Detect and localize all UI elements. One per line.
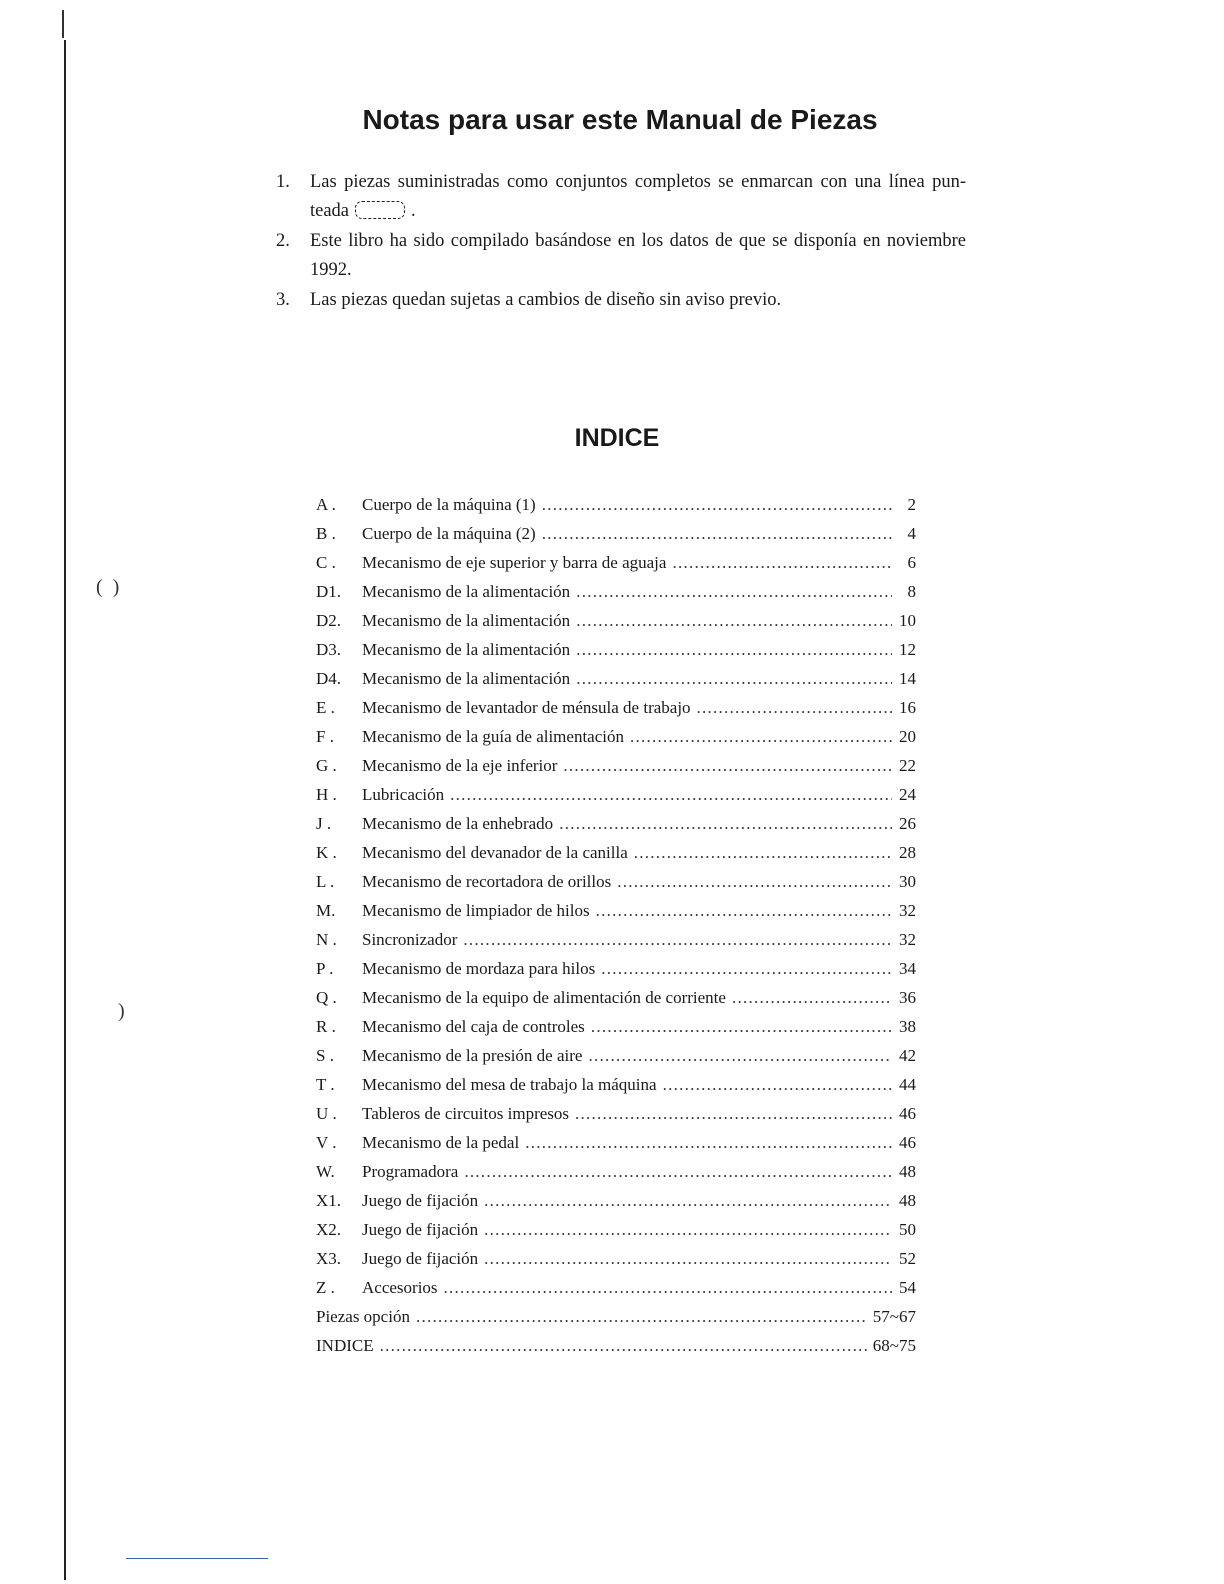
toc-leader-dots	[525, 1133, 892, 1153]
toc-entry	[316, 1249, 916, 1278]
toc-entry	[316, 1278, 916, 1307]
toc-title: Programadora	[362, 1162, 459, 1181]
toc-leader-dots	[575, 1104, 892, 1124]
toc-title: Mecanismo de la eje inferior	[362, 756, 558, 775]
toc-title: Mecanismo del caja de controles	[362, 1017, 585, 1036]
toc-page-number: 44	[899, 1075, 916, 1094]
toc-title: Juego de fijación	[362, 1220, 479, 1239]
toc-entry	[316, 901, 916, 930]
dashed-frame-icon	[355, 201, 405, 219]
toc-leader-dots	[463, 930, 892, 950]
toc-code: F .	[316, 727, 334, 746]
toc-leader-dots	[542, 524, 892, 544]
toc-page-number: 52	[899, 1249, 916, 1268]
toc-title: Mecanismo de la presión de aire	[362, 1046, 583, 1065]
toc-page-number: 34	[899, 959, 916, 978]
toc-page-number: 2	[907, 495, 916, 514]
toc-title: Mecanismo de la pedal	[362, 1133, 520, 1152]
toc-leader-dots	[672, 553, 892, 573]
toc-entry	[316, 1017, 916, 1046]
toc-leader-dots	[576, 611, 892, 631]
index-heading: INDICE	[574, 424, 660, 452]
toc-code: B .	[316, 524, 336, 543]
toc-page-number: 46	[899, 1133, 916, 1152]
toc-code: S .	[316, 1046, 334, 1065]
toc-entry	[316, 959, 916, 988]
toc-code: L .	[316, 872, 335, 891]
toc-page-number: 38	[899, 1017, 916, 1036]
toc-leader-dots	[484, 1249, 892, 1269]
toc-leader-dots	[634, 843, 892, 863]
notes-list	[276, 168, 966, 316]
toc-title: Mecanismo de limpiador de hilos	[362, 901, 590, 920]
toc-code: T .	[316, 1075, 335, 1094]
toc-code: D2.	[316, 611, 342, 630]
toc-page-number: 10	[899, 611, 916, 630]
toc-leader-dots	[617, 872, 892, 892]
toc-entry	[316, 640, 916, 669]
toc-page-number: 48	[899, 1162, 916, 1181]
toc-entry	[316, 1104, 916, 1133]
toc-code: E .	[316, 698, 335, 717]
toc-title: Mecanismo de la enhebrado	[362, 814, 554, 833]
toc-page-number: 32	[899, 930, 916, 949]
toc-leader-dots	[591, 1017, 892, 1037]
toc-leader-dots	[630, 727, 892, 747]
toc-page-number: 28	[899, 843, 916, 862]
toc-title: Mecanismo del devanador de la canilla	[362, 843, 628, 862]
toc-leader-dots	[380, 1336, 867, 1356]
toc-code: C .	[316, 553, 336, 572]
toc-page-number: 54	[899, 1278, 916, 1297]
toc-entry	[316, 1162, 916, 1191]
toc-title: Cuerpo de la máquina (1)	[362, 495, 536, 514]
toc-entry	[316, 814, 916, 843]
toc-title: Juego de fijación	[362, 1191, 479, 1210]
toc-leader-dots	[464, 1162, 892, 1182]
toc-page-number: 20	[899, 727, 916, 746]
toc-page-number: 48	[899, 1191, 916, 1210]
note-number: 2.	[276, 231, 290, 251]
toc-entry	[316, 872, 916, 901]
toc-leader-dots	[484, 1191, 892, 1211]
toc-title: Mecanismo de recortadora de orillos	[362, 872, 612, 891]
toc-leader-dots	[588, 1046, 892, 1066]
binding-hole-mark: ( )	[96, 576, 120, 598]
note-item	[276, 286, 966, 315]
toc-page-number: 22	[899, 756, 916, 775]
toc-entry	[316, 756, 916, 785]
toc-entry	[316, 553, 916, 582]
page-title: Notas para usar este Manual de Piezas	[362, 104, 878, 135]
toc-title: Mecanismo de la alimentación	[362, 582, 571, 601]
toc-page-number: 6	[907, 553, 916, 572]
toc-page-number: 4	[907, 524, 916, 543]
toc-page-number: 36	[899, 988, 916, 1007]
toc-entry	[316, 582, 916, 611]
toc-code: X1.	[316, 1191, 342, 1210]
toc-leader-dots	[416, 1307, 867, 1327]
toc-code: G .	[316, 756, 337, 775]
toc-leader-dots	[732, 988, 892, 1008]
toc-code: V .	[316, 1133, 337, 1152]
toc-code: N .	[316, 930, 337, 949]
toc-page-number: 30	[899, 872, 916, 891]
toc-entry	[316, 611, 916, 640]
note-text-before: Las piezas suministradas como conjuntos completos se enmarcan con una línea pun- teada	[310, 172, 966, 221]
note-text: Este libro ha sido compilado basándose en los datos de que se disponía en noviembre 1992.	[310, 231, 966, 280]
toc-leader-dots	[542, 495, 892, 515]
toc-code: H .	[316, 785, 337, 804]
toc-leader-dots	[576, 582, 892, 602]
toc-entry	[316, 930, 916, 959]
toc-entry	[316, 1307, 916, 1336]
toc-leader-dots	[559, 814, 892, 834]
toc-title: Accesorios	[362, 1278, 438, 1297]
toc-entry	[316, 698, 916, 727]
toc-code: U .	[316, 1104, 337, 1123]
toc-page-number: 8	[907, 582, 916, 601]
toc-title: Tableros de circuitos impresos	[362, 1104, 570, 1123]
note-text-after: .	[411, 201, 416, 221]
toc-leader-dots	[601, 959, 892, 979]
note-text	[310, 168, 966, 226]
toc-page-number: 57~67	[872, 1307, 916, 1326]
toc-title: Mecanismo de levantador de ménsula de trabajo	[362, 698, 691, 717]
toc-title: Mecanismo de la guía de alimentación	[362, 727, 624, 746]
margin-tick	[62, 10, 64, 38]
toc-title: Mecanismo de la alimentación	[362, 640, 571, 659]
toc-leader-dots	[484, 1220, 892, 1240]
note-number: 1.	[276, 172, 290, 192]
toc-title: Mecanismo de la equipo de alimentación de corriente	[362, 988, 726, 1007]
toc-entry	[316, 1220, 916, 1249]
toc-title: Mecanismo de mordaza para hilos	[362, 959, 596, 978]
toc-page-number: 26	[899, 814, 916, 833]
toc-title: Cuerpo de la máquina (2)	[362, 524, 536, 543]
toc-code: W.	[316, 1162, 335, 1181]
toc-title: Sincronizador	[362, 930, 458, 949]
toc-entry	[316, 843, 916, 872]
toc-leader-dots	[450, 785, 892, 805]
toc-code: J .	[316, 814, 332, 833]
toc-entry	[316, 495, 916, 524]
binding-hole-mark: )	[118, 1000, 125, 1022]
toc-title: Mecanismo de la alimentación	[362, 611, 571, 630]
toc-title: INDICE	[316, 1336, 374, 1355]
toc-code: Q .	[316, 988, 337, 1007]
toc-entry	[316, 727, 916, 756]
toc-title: Piezas opción	[316, 1307, 410, 1326]
toc-leader-dots	[576, 669, 892, 689]
toc-code: P .	[316, 959, 334, 978]
toc-title: Mecanismo de eje superior y barra de aguaja	[362, 553, 667, 572]
toc-leader-dots	[697, 698, 892, 718]
toc-leader-dots	[563, 756, 892, 776]
toc-page-number: 12	[899, 640, 916, 659]
toc-entry	[316, 785, 916, 814]
note-number: 3.	[276, 290, 290, 310]
toc-title: Juego de fijación	[362, 1249, 479, 1268]
toc-entry	[316, 524, 916, 553]
toc-title: Lubricación	[362, 785, 445, 804]
toc-page-number: 32	[899, 901, 916, 920]
toc-leader-dots	[596, 901, 892, 921]
toc-code: D4.	[316, 669, 342, 688]
toc-entry	[316, 1075, 916, 1104]
toc-leader-dots	[576, 640, 892, 660]
toc-entry	[316, 1046, 916, 1075]
toc-page-number: 16	[899, 698, 916, 717]
toc-title: Mecanismo de la alimentación	[362, 669, 571, 688]
toc-page-number: 24	[899, 785, 916, 804]
toc-code: D1.	[316, 582, 342, 601]
toc-entry	[316, 1336, 916, 1365]
toc-page-number: 42	[899, 1046, 916, 1065]
toc-entry	[316, 1133, 916, 1162]
note-item	[276, 227, 966, 285]
toc-code: D3.	[316, 640, 342, 659]
note-text: Las piezas quedan sujetas a cambios de diseño sin aviso previo.	[310, 290, 782, 310]
note-item	[276, 168, 966, 226]
toc-leader-dots	[663, 1075, 892, 1095]
toc-page-number: 50	[899, 1220, 916, 1239]
toc-page-number: 68~75	[872, 1336, 916, 1355]
bottom-rule	[126, 1558, 268, 1559]
toc-code: R .	[316, 1017, 336, 1036]
toc-leader-dots	[444, 1278, 892, 1298]
toc-code: A .	[316, 495, 336, 514]
toc-entry	[316, 1191, 916, 1220]
toc-code: Z .	[316, 1278, 335, 1297]
toc-code: K .	[316, 843, 337, 862]
toc-code: X2.	[316, 1220, 342, 1239]
toc-code: M.	[316, 901, 336, 920]
toc-title: Mecanismo del mesa de trabajo la máquina	[362, 1075, 657, 1094]
toc-page-number: 14	[899, 669, 916, 688]
binding-margin-line	[64, 40, 66, 1580]
toc-entry	[316, 988, 916, 1017]
toc-code: X3.	[316, 1249, 342, 1268]
table-of-contents	[316, 495, 916, 1365]
toc-entry	[316, 669, 916, 698]
toc-page-number: 46	[899, 1104, 916, 1123]
